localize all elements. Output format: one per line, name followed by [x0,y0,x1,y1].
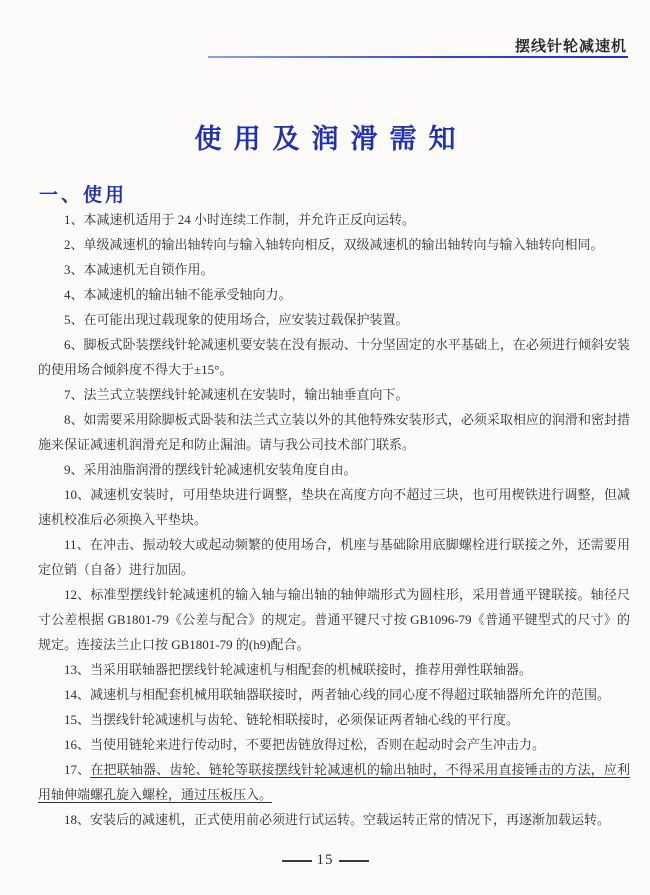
usage-item [38,807,630,832]
item-text: 在冲击、振动较大或起动频繁的使用场合，机座与基础除用底脚螺栓进行联接之外，还需要用定位销（自备）进行加固。 [38,537,630,577]
item-text: 在可能出现过载现象的使用场合，应安装过载保护装置。 [83,312,409,327]
item-number: 12、 [64,587,91,602]
item-number: 16、 [64,737,91,752]
item-number: 7、 [64,387,84,402]
item-text: 本减速机的输出轴不能承受轴向力。 [83,287,292,302]
item-number: 1、 [64,212,84,227]
item-text: 脚板式卧装摆线针轮减速机要安装在没有振动、十分坚固定的水平基础上，在必须进行倾斜安装的使用场合倾斜度不得大于±15°。 [38,337,630,377]
item-text: 本减速机适用于 24 小时连续工作制，并允许正反向运转。 [83,212,416,227]
header-rule [208,56,628,58]
section-heading-usage: 一、使用 [39,185,128,206]
usage-item [38,307,630,332]
item-text: 在把联轴器、齿轮、链轮等联接摆线针轮减速机的输出轴时，不得采用直接锤击的方法，应利用轴伸端螺孔旋入螺栓，通过压板压入。 [38,762,630,802]
item-text: 减速机与相配套机械用联轴器联接时，两者轴心线的同心度不得超过联轴器所允许的范围。 [90,687,611,702]
item-number: 8、 [64,412,84,427]
item-text: 如需要采用除脚板式卧装和法兰式立装以外的其他特殊安装形式，必须采取相应的润滑和密封措施来保证减速机润滑充足和防止漏油。请与我公司技术部门联系。 [38,412,630,452]
item-number: 18、 [64,812,91,827]
item-number: 9、 [64,462,84,477]
usage-item [38,257,630,282]
usage-item [38,457,630,482]
item-text: 安装后的减速机，正式使用前必须进行试运转。空载运转正常的情况下，再逐渐加载运转。 [90,812,611,827]
item-number: 6、 [64,337,84,352]
usage-item [38,407,630,457]
page-footer [0,852,650,869]
item-number: 3、 [64,262,84,277]
usage-item [38,232,630,257]
item-text: 减速机安装时，可用垫块进行调整，垫块在高度方向不超过三块，也可用楔铁进行调整，但减速机校准后必须换入平垫块。 [38,487,630,527]
item-number: 2、 [64,237,84,252]
usage-item [38,332,630,382]
item-number: 11、 [64,537,90,552]
item-text: 当采用联轴器把摆线针轮减速机与相配套的机械联接时，推荐用弹性联轴器。 [90,662,533,677]
item-number: 17、 [64,762,91,777]
usage-item [38,707,630,732]
usage-item [38,282,630,307]
item-text: 当使用链轮来进行传动时，不要把齿链放得过松，否则在起动时会产生冲击力。 [90,737,546,752]
item-number: 10、 [64,487,91,502]
usage-item [38,682,630,707]
item-number: 13、 [64,662,91,677]
item-number: 4、 [64,287,84,302]
usage-item [38,757,630,807]
usage-list [38,207,630,832]
usage-item [38,482,630,532]
page-number: 15 [316,852,334,868]
item-number: 15、 [64,712,91,727]
usage-item [38,582,630,657]
item-text: 单级减速机的输出轴转向与输入轴转向相反，双级减速机的输出轴转向与输入轴转向相同。 [83,237,604,252]
item-text: 法兰式立装摆线针轮减速机在安装时，输出轴垂直向下。 [83,387,409,402]
item-number: 14、 [64,687,91,702]
usage-item [38,382,630,407]
usage-item [38,657,630,682]
item-text: 标准型摆线针轮减速机的输入轴与输出轴的轴伸端形式为圆柱形，采用普通平键联接。轴径尺寸公差根据 GB1801-79《公差与配合》的规定。普通平键尺寸按 GB1096-79《普通平键型式的尺寸》的规定。连接法兰止口按 GB1801-79 的(h9)配合。 [38,587,630,652]
usage-item [38,207,630,232]
footer-dash-left [282,860,312,862]
item-text: 本减速机无自锁作用。 [83,262,214,277]
header-product-name: 摆线针轮减速机 [514,39,627,55]
usage-item [38,532,630,582]
page-title: 使用及润滑需知 [194,124,468,154]
item-text: 当摆线针轮减速机与齿轮、链轮相联接时，必须保证两者轴心线的平行度。 [90,712,520,727]
usage-item [38,732,630,757]
item-number: 5、 [64,312,84,327]
footer-dash-right [339,860,369,862]
item-text: 采用油脂润滑的摆线针轮减速机安装角度自由。 [83,462,357,477]
